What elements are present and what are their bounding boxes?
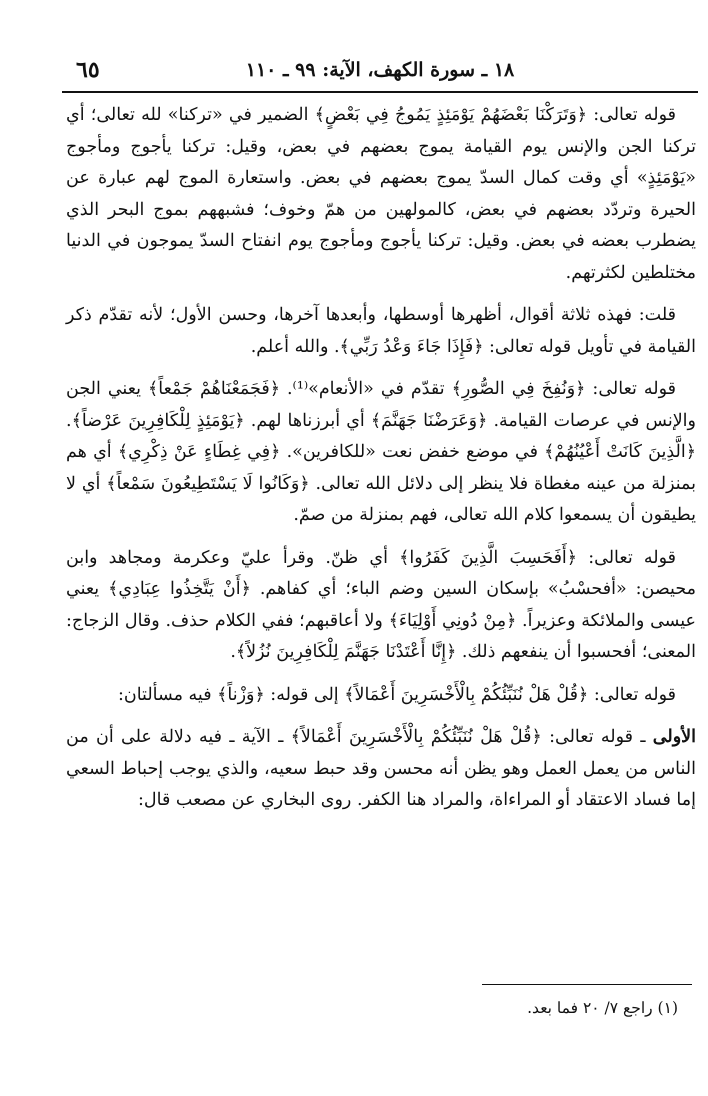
footnote: (١) راجع ٧/ ٢٠ فما بعد.	[527, 999, 678, 1017]
header-title: ١٨ ـ سورة الكهف، الآية: ٩٩ ـ ١١٠	[245, 59, 515, 81]
paragraph-6-text: ـ قوله تعالى: ﴿قُلْ هَلْ نُنَبِّئُكُمْ بِالْأَخْسَرِينَ أَعْمَالاً﴾ ـ الآية ـ فيه دلالة على أن من الناس من يعمل العمل وهو يظن أنه محسن وقد حبط سعيه، والذي يوجب إحباط السعي إما فساد الاعتقاد أو المراءاة، والمراد هنا الكفر. روى البخاري عن مصعب قال:	[66, 727, 696, 810]
running-header	[62, 55, 698, 89]
issue-heading: الأولى	[652, 727, 696, 747]
header-divider	[62, 91, 698, 93]
page-number: ٦٥	[76, 57, 100, 83]
paragraph-4: قوله تعالى: ﴿أَفَحَسِبَ الَّذِينَ كَفَرُوا﴾ أي ظنّ. وقرأ عليّ وعكرمة ومجاهد وابن محيصن: «أفحسْبُ» بإسكان السين وضم الباء؛ أي كفاهم. ﴿أَنْ يَتَّخِذُوا عِبَادِي﴾ يعني عيسى والملائكة وعزيراً. ﴿مِنْ دُونِي أَوْلِيَاءَ﴾ ولا أعاقبهم؛ ففي الكلام حذف. وقال الزجاج: المعنى؛ أفحسبوا أن ينفعهم ذلك. ﴿إِنَّا أَعْتَدْنَا جَهَنَّمَ لِلْكَافِرِينَ نُزُلاً﴾.	[66, 547, 696, 662]
paragraph-5: قوله تعالى: ﴿قُلْ هَلْ نُنَبِّئُكُمْ بِالْأَخْسَرِينَ أَعْمَالاً﴾ إلى قوله: ﴿وَزْناً﴾ فيه مسألتان:	[117, 684, 676, 705]
paragraph-6	[66, 722, 696, 817]
paragraph-2: قلت: فهذه ثلاثة أقوال، أظهرها أوسطها، وأبعدها آخرها، وحسن الأول؛ لأنه تقدّم ذكر القيامة في تأويل قوله تعالى: ﴿فَإِذَا جَاءَ وَعْدُ رَبِّي﴾. والله أعلم.	[66, 305, 696, 357]
footnote-divider	[482, 984, 692, 985]
paragraph-1: قوله تعالى: ﴿وَتَرَكْنَا بَعْضَهُمْ يَوْمَئِذٍ يَمُوجُ فِي بَعْضٍ﴾ الضمير في «تركنا» لله تعالى؛ أي تركنا الجن والإنس يوم القيامة يموج بعضهم في بعض، وقيل: تركنا يأجوج ومأجوج «يَوْمَئِذٍ» أي وقت كمال السدّ يموج بعضهم في بعض. واستعارة الموج لهم عبارة عن الحيرة وتردّد بعضهم في بعض، كالمولهين من همّ وخوف؛ فشبههم بموج البحر الذي يضطرب بعضه في بعض. وقيل: تركنا يأجوج ومأجوج يوم انفتاح السدّ يموجون في الدنيا مختلطين لكثرتهم.	[66, 105, 696, 283]
paragraph-3: قوله تعالى: ﴿وَنُفِخَ فِي الصُّورِ﴾ تقدّم في «الأنعام»⁽¹⁾. ﴿فَجَمَعْنَاهُمْ جَمْعاً﴾ يعني الجن والإنس في عرصات القيامة. ﴿وَعَرَضْنَا جَهَنَّمَ﴾ أي أبرزناها لهم. ﴿يَوْمَئِذٍ لِلْكَافِرِينَ عَرْضاً﴾. ﴿الَّذِينَ كَانَتْ أَعْيُنُهُمْ﴾ في موضع خفض نعت «للكافرين». ﴿فِي غِطَاءٍ عَنْ ذِكْرِي﴾ أي هم بمنزلة من عينه مغطاة فلا ينظر إلى دلائل الله تعالى. ﴿وَكَانُوا لَا يَسْتَطِيعُونَ سَمْعاً﴾ أي لا يطيقون أن يسمعوا كلام الله تعالى، فهم بمنزلة من صمّ.	[66, 379, 696, 525]
main-text	[66, 100, 696, 828]
